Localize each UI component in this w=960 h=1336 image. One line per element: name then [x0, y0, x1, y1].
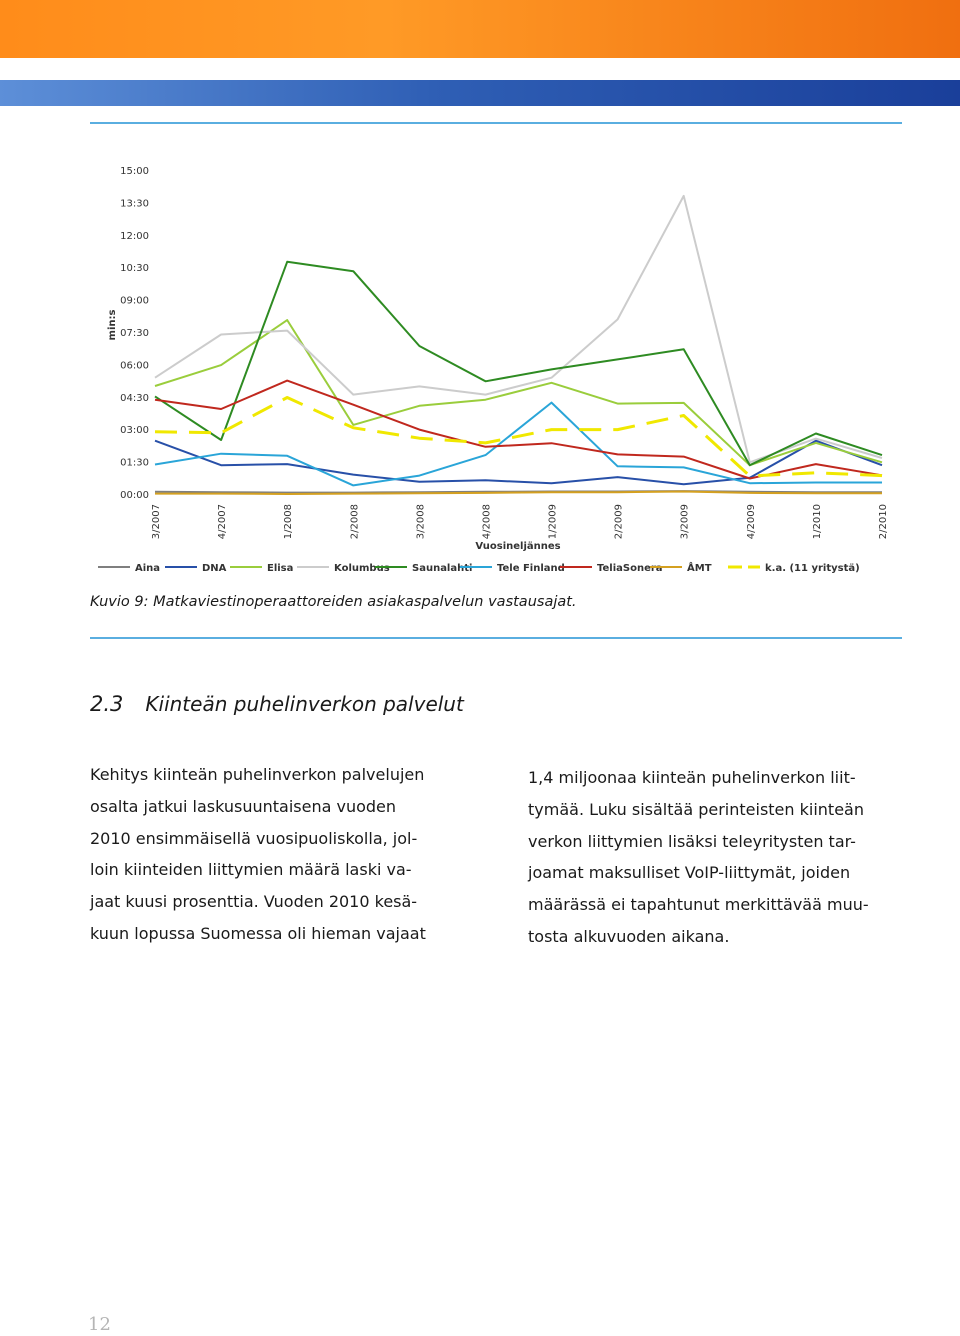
y-tick-label: 00:00: [120, 490, 149, 501]
y-tick-label: 06:00: [120, 360, 149, 372]
series-line: [155, 441, 882, 485]
x-tick-label: 1/2009: [547, 504, 559, 540]
response-time-chart: [0, 120, 960, 590]
x-tick-label: 1/2010: [811, 504, 823, 540]
header-blue-band: [0, 80, 960, 106]
x-tick-label: 2/2009: [613, 504, 625, 540]
legend-label: k.a. (11 yritystä): [765, 563, 860, 574]
legend-label: Tele Finland: [497, 563, 565, 574]
legend-label: Saunalahti: [412, 563, 473, 574]
y-tick-label: 15:00: [120, 166, 149, 177]
y-axis-label: min:s: [107, 309, 118, 341]
legend-label: Aina: [135, 563, 161, 574]
y-tick-label: 10:30: [120, 263, 149, 275]
x-axis-label: Vuosineljännes: [475, 541, 561, 552]
section-heading: [90, 692, 464, 716]
x-tick-label: 3/2009: [679, 504, 691, 540]
legend-label: Kolumbus: [334, 563, 390, 574]
x-tick-label: 4/2008: [481, 504, 493, 540]
x-tick-label: 3/2008: [415, 504, 427, 540]
body-text-left: Kehitys kiinteän puhelinverkon palvelujen osalta jatkui laskusuuntaisena vuoden 2010 ensimmäisellä vuosipuoliskolla, jol- loin kiinteiden liittymien määrä laski va- jaat kuusi prosenttia. Vuoden 2010 kesä- kuun lopussa Suomessa oli hieman vajaat: [90, 765, 426, 943]
section-title: Kiinteän puhelinverkon palvelut: [145, 692, 464, 716]
chart-bottom-rule: [90, 637, 902, 639]
header-orange-band: [0, 0, 960, 58]
figure-caption: Kuvio 9: Matkaviestinoperaattoreiden asiakaspalvelun vastausajat.: [90, 594, 577, 610]
section-number: 2.3: [90, 692, 124, 716]
legend-label: TeliaSonera: [597, 563, 663, 574]
y-tick-label: 13:30: [120, 198, 149, 210]
y-tick-label: 12:00: [120, 230, 149, 242]
y-tick-label: 07:30: [120, 328, 149, 339]
series-line: [155, 196, 882, 462]
x-tick-label: 1/2008: [283, 504, 295, 540]
page-number: 12: [88, 1314, 111, 1335]
y-tick-label: 04:30: [120, 392, 149, 404]
series-line: [155, 262, 882, 465]
legend-label: DNA: [202, 563, 227, 574]
x-tick-label: 2/2008: [349, 504, 361, 540]
legend-label: ÅMT: [687, 563, 712, 574]
legend-label: Elisa: [267, 563, 294, 574]
body-text-right: 1,4 miljoonaa kiinteän puhelinverkon liit- tymää. Luku sisältää perinteisten kiinteän verkon liittymien lisäksi teleyritysten tar- joamat maksulliset VoIP-liittymät, joiden määrässä ei tapahtunut merkittävää muu- tosta alkuvuoden aikana.: [528, 768, 869, 946]
y-tick-label: 09:00: [120, 295, 149, 307]
series-line: [155, 320, 882, 465]
y-tick-label: 01:30: [120, 457, 149, 469]
x-tick-label: 2/2010: [878, 504, 889, 540]
x-tick-label: 4/2007: [217, 504, 229, 540]
y-tick-label: 03:00: [120, 425, 149, 437]
x-tick-label: 3/2007: [151, 504, 162, 540]
x-tick-label: 4/2009: [745, 504, 757, 540]
